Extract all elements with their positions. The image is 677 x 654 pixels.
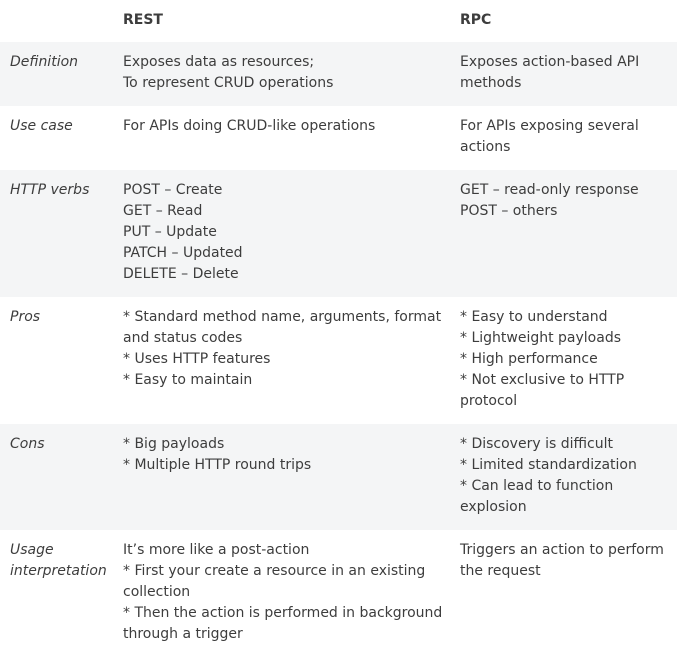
row-label: Definition [0, 42, 113, 106]
cell-line: explosion [460, 499, 527, 515]
cell-line: * First your create a resource in an existing [123, 563, 426, 579]
cell-line: * Can lead to function [460, 478, 614, 494]
row-label: Use case [10, 118, 73, 134]
cell-line: GET – read-only response [460, 182, 639, 198]
cell-line: PUT – Update [123, 224, 217, 240]
cell-line: protocol [460, 393, 518, 409]
row-label-line: interpretation [10, 563, 107, 579]
cell-line: * Not exclusive to HTTP [460, 372, 625, 388]
cell-line: * Then the action is performed in background [123, 605, 443, 621]
cell-line: * Multiple HTTP round trips [123, 457, 312, 473]
cell-line: * Big payloads [123, 436, 225, 452]
table-row-http-verbs [0, 170, 677, 297]
table-row-definition [0, 42, 677, 106]
rest-cell [113, 530, 450, 654]
rpc-cell [450, 297, 677, 424]
cell-line: POST – Create [123, 182, 223, 198]
cell-line: * Lightweight payloads [460, 330, 622, 346]
rpc-cell [450, 530, 677, 654]
rest-cell [113, 424, 450, 530]
cell-line: and status codes [123, 330, 243, 346]
cell-line: Exposes action-based API [460, 54, 640, 70]
header-rpc: RPC [460, 12, 492, 28]
rest-cell [113, 297, 450, 424]
rpc-cell [450, 42, 677, 106]
table-row-usage-interpretation [0, 530, 677, 654]
cell-line: It’s more like a post-action [123, 542, 310, 558]
table-row-pros [0, 297, 677, 424]
cell-line: For APIs exposing several [460, 118, 639, 134]
cell-line: POST – others [460, 203, 558, 219]
header-empty [0, 0, 113, 42]
cell-line: through a trigger [123, 626, 243, 642]
rest-cell [113, 170, 450, 297]
cell-line: actions [460, 139, 511, 155]
cell-line: * Easy to understand [460, 309, 608, 325]
cell-line: collection [123, 584, 191, 600]
table-row-cons [0, 424, 677, 530]
header-row [0, 0, 677, 42]
header-rest: REST [123, 12, 163, 28]
cell-line: * Easy to maintain [123, 372, 253, 388]
row-label [0, 530, 113, 654]
cell-line: methods [460, 75, 522, 91]
cell-line: Exposes data as resources; [123, 54, 315, 70]
rpc-cell [450, 170, 677, 297]
rest-cell [113, 42, 450, 106]
row-label: HTTP verbs [0, 170, 113, 297]
cell-line: DELETE – Delete [123, 266, 239, 282]
row-label: Cons [0, 424, 113, 530]
cell-line: * Limited standardization [460, 457, 637, 473]
row-label-line: Usage [10, 542, 54, 558]
cell-line: the request [460, 563, 541, 579]
cell-line: * High performance [460, 351, 598, 367]
cell-line: * Standard method name, arguments, format [123, 309, 442, 325]
rest-cell [113, 106, 450, 170]
cell-line: * Uses HTTP features [123, 351, 271, 367]
row-label: Pros [10, 309, 41, 325]
table-row-use-case [0, 106, 677, 170]
cell-line: * Discovery is difficult [460, 436, 613, 452]
rpc-cell [450, 106, 677, 170]
cell-line: To represent CRUD operations [123, 75, 334, 91]
cell-line: For APIs doing CRUD-like operations [123, 118, 376, 134]
rpc-cell [450, 424, 677, 530]
cell-line: PATCH – Updated [123, 245, 243, 261]
cell-line: Triggers an action to perform [460, 542, 664, 558]
cell-line: GET – Read [123, 203, 203, 219]
